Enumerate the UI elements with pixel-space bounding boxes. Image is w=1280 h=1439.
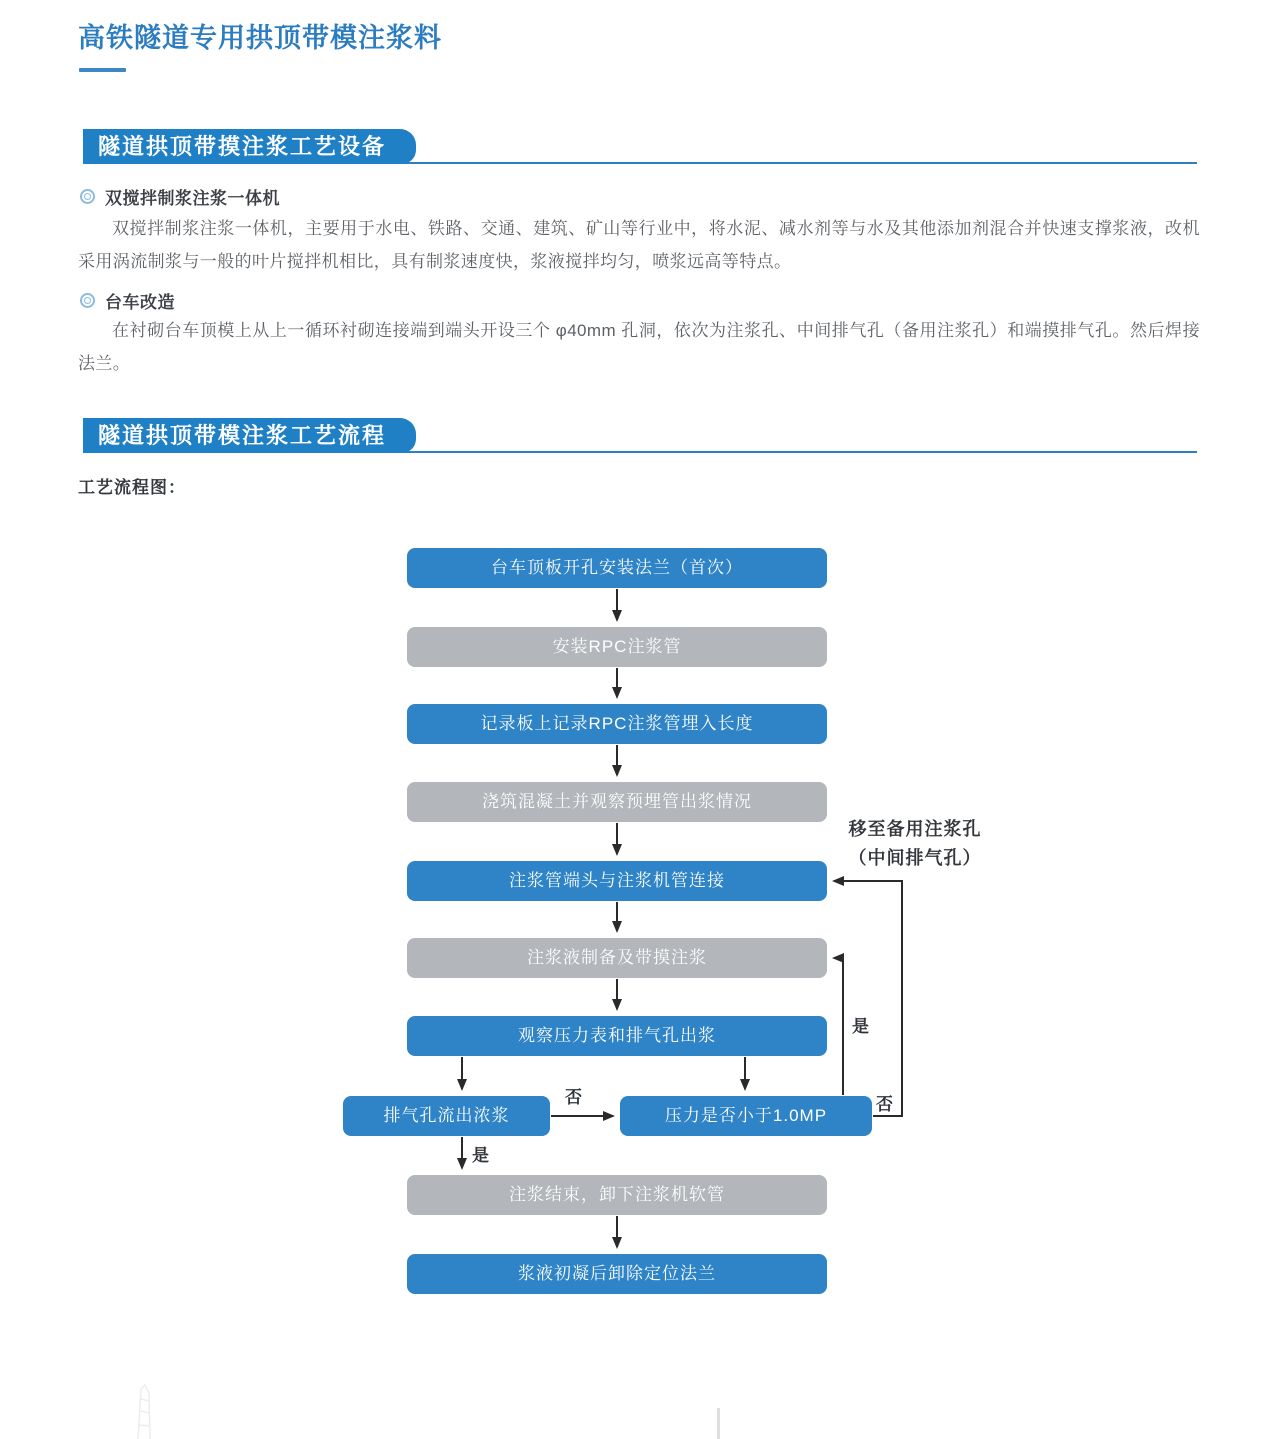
flow-annotation-line1: 移至备用注浆孔 xyxy=(848,819,982,839)
flow-node-observe-gauge: 观察压力表和排气孔出浆 xyxy=(407,1016,827,1056)
flow-node-vent-thick-grout: 排气孔流出浓浆 xyxy=(343,1096,550,1136)
footer-smudge xyxy=(717,1408,720,1439)
edge-label-yes-to-end: 是 xyxy=(472,1146,489,1165)
paragraph-trolley: 在衬砌台车顶模上从上一循环衬砌连接端到端头开设三个 φ40mm 孔洞，依次为注浆孔、中间排气孔（备用注浆孔）和端摸排气孔。然后焊接法兰。 xyxy=(78,321,1200,373)
bullet-item-mixer xyxy=(80,184,280,209)
banner-rule-equipment xyxy=(400,162,1197,164)
edge-label-yes-loop: 是 xyxy=(852,1017,869,1036)
section-banner-process xyxy=(83,418,416,453)
flow-node-grout-finish: 注浆结束，卸下注浆机软管 xyxy=(407,1175,827,1215)
flow-annotation-line2: （中间排气孔） xyxy=(848,848,982,868)
banner-rule-process xyxy=(400,451,1197,453)
section-banner-equipment xyxy=(83,129,416,164)
ring-bullet-inner xyxy=(84,297,91,304)
flow-node-pressure-check: 压力是否小于1.0MP xyxy=(620,1096,872,1136)
ring-bullet-icon xyxy=(80,189,95,204)
flow-node-remove-flange: 浆液初凝后卸除定位法兰 xyxy=(407,1254,827,1294)
title-underline xyxy=(79,68,126,72)
bullet-heading-trolley: 台车改造 xyxy=(105,293,175,312)
flow-node-prepare-grout: 注浆液制备及带摸注浆 xyxy=(407,938,827,978)
flow-node-pour-concrete: 浇筑混凝土并观察预埋管出浆情况 xyxy=(407,782,827,822)
edge-label-no-to-pressure: 否 xyxy=(565,1088,582,1107)
flow-node-connect-pipe: 注浆管端头与注浆机管连接 xyxy=(407,861,827,901)
flow-node-record-length: 记录板上记录RPC注浆管埋入长度 xyxy=(407,704,827,744)
edge-label-no-loop: 否 xyxy=(876,1095,893,1114)
flow-node-install-flange: 台车顶板开孔安装法兰（首次） xyxy=(407,548,827,588)
ring-bullet-icon xyxy=(80,293,95,308)
bullet-item-trolley xyxy=(80,288,175,313)
section-banner-process-label: 隧道拱顶带模注浆工艺流程 xyxy=(98,423,387,448)
tower-watermark xyxy=(116,1383,172,1439)
section-banner-equipment-label: 隧道拱顶带摸注浆工艺设备 xyxy=(98,134,387,159)
page-title: 高铁隧道专用拱顶带模注浆料 xyxy=(78,23,442,53)
bullet-heading-mixer: 双搅拌制浆注浆一体机 xyxy=(105,189,280,208)
paragraph-mixer: 双搅拌制浆注浆一体机，主要用于水电、铁路、交通、建筑、矿山等行业中，将水泥、减水剂等与水及其他添加剂混合并快速支撑浆液，改机采用涡流制浆与一般的叶片搅拌机相比，具有制浆速度快，浆液搅拌均匀，喷浆远高等特点。 xyxy=(78,219,1200,271)
flow-diagram-label: 工艺流程图： xyxy=(78,478,186,497)
ring-bullet-inner xyxy=(84,193,91,200)
flow-node-install-rpc-pipe: 安装RPC注浆管 xyxy=(407,627,827,667)
